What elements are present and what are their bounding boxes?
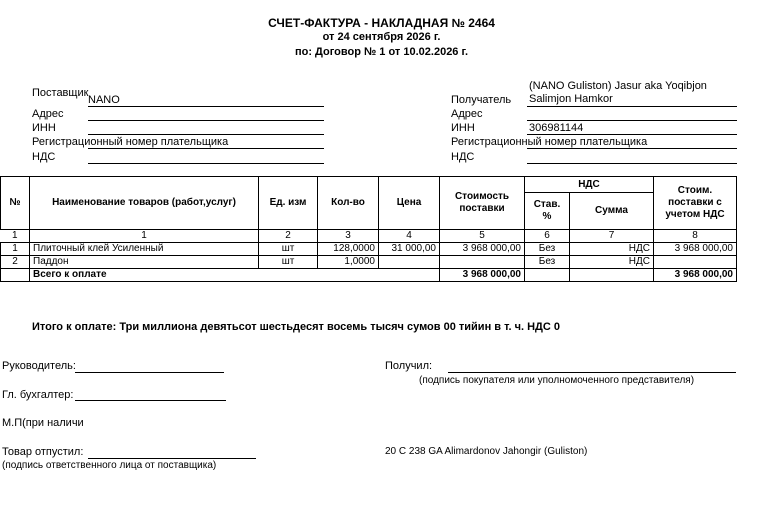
row-qty: 1,0000 [318, 256, 379, 269]
row-total [654, 256, 737, 269]
invoice-contract: по: Договор № 1 от 10.02.2026 г. [294, 46, 469, 58]
supplier-reg-label: Регистрационный номер плательщика [32, 136, 229, 148]
row-no: 1 [1, 243, 30, 256]
table-row [1, 243, 737, 256]
supplier-reg-line [88, 148, 324, 149]
row-name: Плиточный клей Усиленный [30, 243, 259, 256]
col-price-header: Цена [379, 177, 440, 230]
released-note: (подпись ответственного лица от поставщика) [2, 460, 217, 471]
supplier-inn-line [88, 134, 324, 135]
row-unit: шт [259, 256, 318, 269]
supplier-vat-line [88, 163, 324, 164]
received-label: Получил: [385, 360, 433, 372]
row-price: 31 000,00 [379, 243, 440, 256]
row-vat-sum: НДС [570, 243, 654, 256]
col-name-header: Наименование товаров (работ,услуг) [30, 177, 259, 230]
invoice-title: СЧЕТ-ФАКТУРА - НАКЛАДНАЯ № 2464 [268, 16, 495, 30]
col-unit-header: Ед. изм [259, 177, 318, 230]
row-price [379, 256, 440, 269]
invoice-table [0, 176, 737, 282]
recipient-label: Получатель [451, 94, 512, 106]
col-number: 8 [654, 230, 737, 243]
col-number: 3 [318, 230, 379, 243]
received-note: (подпись покупателя или уполномоченного представителя) [419, 375, 695, 386]
recipient-name-line2: Salimjon Hamkor [529, 93, 613, 105]
col-total-header: Стоим. поставки с учетом НДС [654, 177, 737, 230]
accountant-signature-line [75, 400, 226, 401]
supplier-line [88, 106, 324, 107]
row-vat-rate: Без [525, 243, 570, 256]
col-cost-header: Стоимость поставки [440, 177, 525, 230]
recipient-inn-label: ИНН [451, 122, 475, 134]
received-signature-line [448, 372, 736, 373]
recipient-line [527, 106, 737, 107]
recipient-reg-label: Регистрационный номер плательщика [451, 136, 648, 148]
supplier-label: Поставщик [32, 87, 89, 99]
row-qty: 128,0000 [318, 243, 379, 256]
recipient-reg-line [527, 148, 737, 149]
total-amount: 3 968 000,00 [654, 269, 737, 282]
recipient-address-label: Адрес [451, 108, 483, 120]
recipient-vat-label: НДС [451, 151, 475, 163]
col-vat-header: НДС [525, 177, 654, 193]
supplier-inn-label: ИНН [32, 122, 56, 134]
col-number: 5 [440, 230, 525, 243]
row-cost [440, 256, 525, 269]
col-number: 2 [259, 230, 318, 243]
col-number: 6 [525, 230, 570, 243]
col-no-header: № [1, 177, 30, 230]
total-row [1, 269, 737, 282]
total-cost: 3 968 000,00 [440, 269, 525, 282]
total-row-empty [1, 269, 30, 282]
recipient-vat-line [527, 163, 737, 164]
supplier-address-line [88, 120, 324, 121]
stamp-label: М.П(при наличи [2, 417, 84, 429]
recipient-inn-line [527, 134, 737, 135]
row-total: 3 968 000,00 [654, 243, 737, 256]
row-no: 2 [1, 256, 30, 269]
director-signature-line [75, 372, 224, 373]
released-by: 20 C 238 GA Alimardonov Jahongir (Guliston) [385, 446, 588, 457]
table-row [1, 256, 737, 269]
col-number: 7 [570, 230, 654, 243]
supplier-value: NANO [88, 94, 120, 106]
row-cost: 3 968 000,00 [440, 243, 525, 256]
total-row-empty [525, 269, 570, 282]
row-name: Паддон [30, 256, 259, 269]
col-vat-sum-header: Сумма [570, 193, 654, 230]
accountant-label: Гл. бухгалтер: [2, 389, 74, 401]
col-number: 1 [30, 230, 259, 243]
col-qty-header: Кол-во [318, 177, 379, 230]
supplier-address-label: Адрес [32, 108, 64, 120]
supplier-vat-label: НДС [32, 151, 56, 163]
col-vat-rate-header: Став. % [525, 193, 570, 230]
recipient-address-line [527, 120, 737, 121]
row-vat-rate: Без [525, 256, 570, 269]
total-in-words: Итого к оплате: Три миллиона девятьсот шестьдесят восемь тысяч сумов 00 тийин в т. ч. НДС 0 [32, 321, 561, 333]
row-unit: шт [259, 243, 318, 256]
total-row-empty [570, 269, 654, 282]
col-number: 4 [379, 230, 440, 243]
released-label: Товар отпустил: [2, 446, 84, 458]
recipient-name-line1: (NANO Guliston) Jasur aka Yoqibjon [529, 80, 707, 92]
total-label: Всего к оплате [30, 269, 440, 282]
released-signature-line [88, 458, 256, 459]
invoice-date: от 24 сентября 2026 г. [322, 31, 441, 43]
recipient-inn-value: 306981144 [529, 122, 584, 134]
row-vat-sum: НДС [570, 256, 654, 269]
col-number: 1 [1, 230, 30, 243]
director-label: Руководитель: [2, 360, 76, 372]
column-numbers-row [1, 230, 737, 243]
